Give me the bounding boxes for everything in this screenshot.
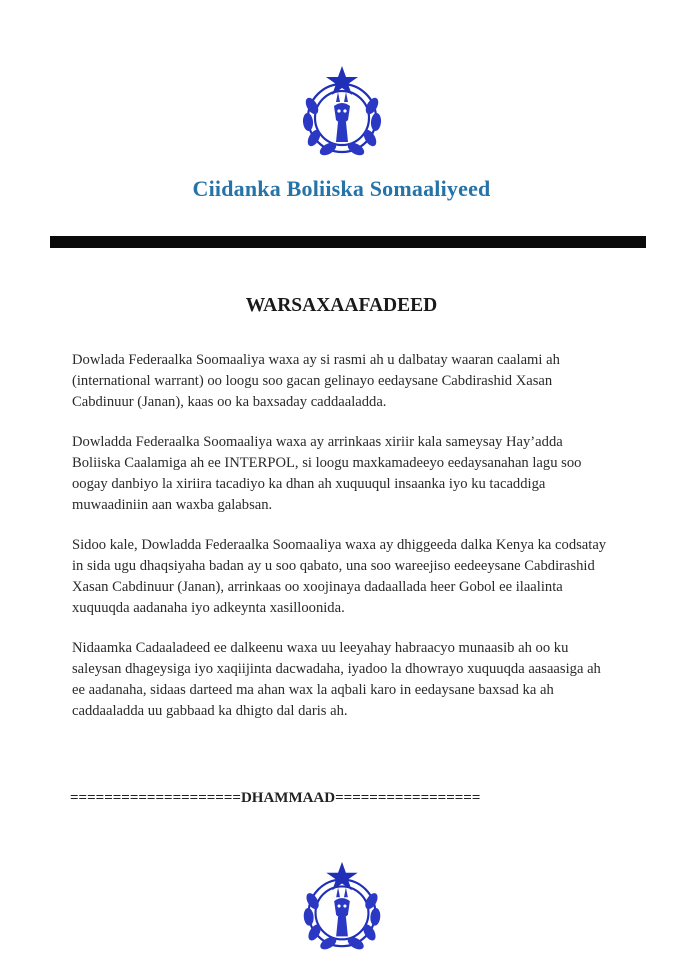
paragraph: Dowlada Federaalka Soomaaliya waxa ay si rasmi ah u dalbatay waaran caalami ah (international warrant) oo loogu soo gacan gelinayo eedaysane Cabdirashid Xasan Cabdinuur (Janan), kaas oo ka baxsaday caddaaladda. [72, 352, 560, 410]
police-crest-icon [293, 858, 391, 956]
end-marker: ====================DHAMMAAD================= [70, 790, 481, 806]
document-title: WARSAXAAFADEED [245, 295, 438, 316]
header-divider [50, 236, 646, 248]
police-crest-icon [292, 62, 392, 162]
paragraph: Nidaamka Cadaaladeed ee dalkeenu waxa uu leeyahay habraacyo munaasib ah oo ku saleysan dhageysiga iyo xaqiijinta dacwadaha, iyadoo la dhowrayo xuquuqda aasaasiga ah ee aadanaha, sidaas darteed ma ahan wax la aqbali karo in eedaysane baxsad ka ah caddaaladda uu gabbaad ka dhigto dal daris ah. [72, 640, 601, 719]
document-body [72, 350, 612, 741]
organization-name: Ciidanka Boliiska Somaaliyeed [192, 176, 491, 201]
paragraph: Dowladda Federaalka Soomaaliya waxa ay arrinkaas xiriir kala sameysay Hay’adda Boliiska Caalamiga ah ee INTERPOL, si loogu maxkamadeeyo eedaysanahan lagu soo oogay danbiyo la xiriira tacadiyo ka dhan ah xuquuqul insaanka iyo ku tacaddiga muwaadiniin aan waxba galabsan. [72, 434, 582, 513]
paragraph: Sidoo kale, Dowladda Federaalka Soomaaliya waxa ay dhiggeeda dalka Kenya ka codsatay in sida ugu dhaqsiyaha badan ay u soo qabato, una soo wareejiso eedeeysane Cabdirashid Xasan Cabdinuur (Janan), arrinkaas oo xoojinaya dadaallada heer Gobol ee ilaalinta xuquuqda aadanaha iyo adkeynta xasilloonida. [72, 537, 607, 616]
